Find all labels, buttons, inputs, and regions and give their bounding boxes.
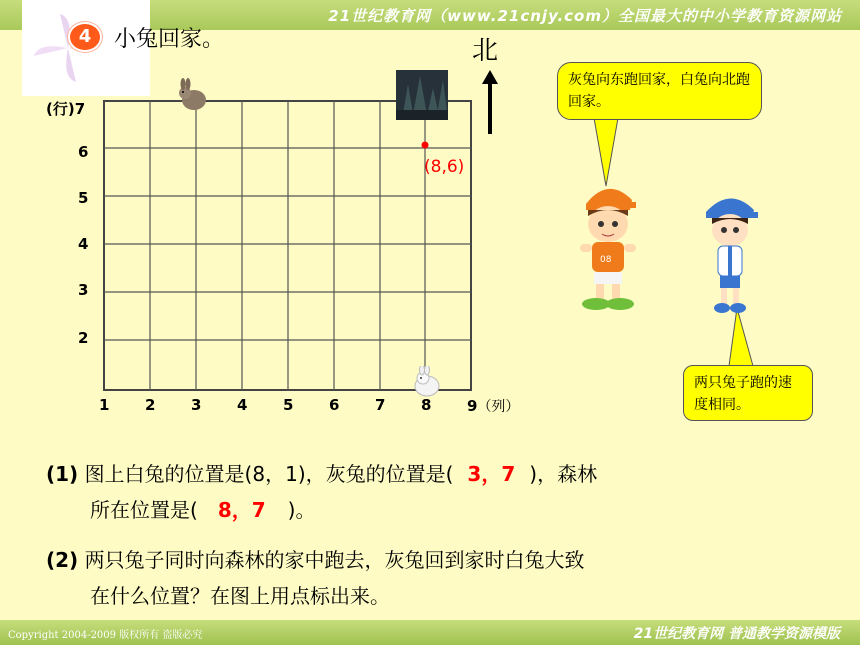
x-axis-unit: （列） xyxy=(477,399,520,415)
x-label-8: 8 xyxy=(421,396,432,414)
point-8-6 xyxy=(422,142,429,149)
q1-text-d: )。 xyxy=(287,498,316,522)
gray-rabbit-icon xyxy=(176,78,210,112)
y-label-7: 7 xyxy=(74,100,86,118)
question-2-line-1 xyxy=(46,544,585,576)
q1-answer2-sep: ， xyxy=(231,498,252,522)
y-label-5: 5 xyxy=(78,189,89,207)
x-label-4: 4 xyxy=(237,396,248,414)
y-label-3: 3 xyxy=(78,281,89,299)
x-axis-title xyxy=(467,396,519,416)
x-label-2: 2 xyxy=(145,396,156,414)
footer-site-label: 21世纪教育网 普通教学资源模版 xyxy=(633,626,840,642)
forest-image xyxy=(396,70,448,120)
x-label-3: 3 xyxy=(191,396,202,414)
x-label-6: 6 xyxy=(329,396,340,414)
question-1-line-1 xyxy=(46,458,597,490)
svg-text:08: 08 xyxy=(600,255,612,265)
x-label-9: 9 xyxy=(467,397,478,415)
q1-answer1-sep: ， xyxy=(481,462,502,486)
x-label-7: 7 xyxy=(375,396,386,414)
x-label-1: 1 xyxy=(99,396,110,414)
girl-character-image xyxy=(700,188,760,316)
q1-answer2-col: 7 xyxy=(251,498,266,522)
bubble2-tail xyxy=(725,308,765,368)
y-axis-unit: (行) xyxy=(46,100,75,118)
bubble1-tail xyxy=(590,118,630,188)
q2-number: (2) xyxy=(46,548,79,572)
speech-bubble-top: 灰兔向东跑回家，白兔向北跑回家。 xyxy=(557,62,762,120)
north-arrow-icon xyxy=(482,70,498,134)
q1-text-b: )，森林 xyxy=(529,462,598,486)
y-label-6: 6 xyxy=(78,143,89,161)
q1-text-a: 图上白兔的位置是(8，1)，灰兔的位置是( xyxy=(84,462,454,486)
white-rabbit-icon xyxy=(410,366,444,398)
q1-number: (1) xyxy=(46,462,79,486)
q2-text-a: 两只兔子同时向森林的家中跑去，灰兔回到家时白兔大致 xyxy=(84,548,585,572)
question-1-line-2 xyxy=(90,494,315,526)
q1-text-c: 所在位置是( xyxy=(90,498,198,522)
q1-answer1-row: 3 xyxy=(467,462,482,486)
speech-bubble-bottom: 两只兔子跑的速度相同。 xyxy=(683,365,813,421)
problem-title: 小兔回家。 xyxy=(114,27,225,52)
site-banner: 21世纪教育网（www.21cnjy.com）全国最大的中小学教育资源网站 xyxy=(328,7,842,25)
q1-answer1-col: 7 xyxy=(501,462,516,486)
point-label: (8,6) xyxy=(424,157,465,177)
y-label-2: 2 xyxy=(78,329,89,347)
question-2-line-2: 在什么位置？在图上用点标出来。 xyxy=(90,584,390,608)
q1-answer2-row: 8 xyxy=(217,498,232,522)
y-label-4: 4 xyxy=(78,235,89,253)
coordinate-grid xyxy=(103,100,473,392)
boy-character-image xyxy=(572,180,644,316)
x-label-5: 5 xyxy=(283,396,294,414)
y-axis-title xyxy=(46,98,85,119)
north-label: 北 xyxy=(472,36,499,66)
problem-number-badge: 4 xyxy=(68,22,102,52)
copyright-text: Copyright 2004-2009 版权所有 盗版必究 xyxy=(8,630,203,641)
